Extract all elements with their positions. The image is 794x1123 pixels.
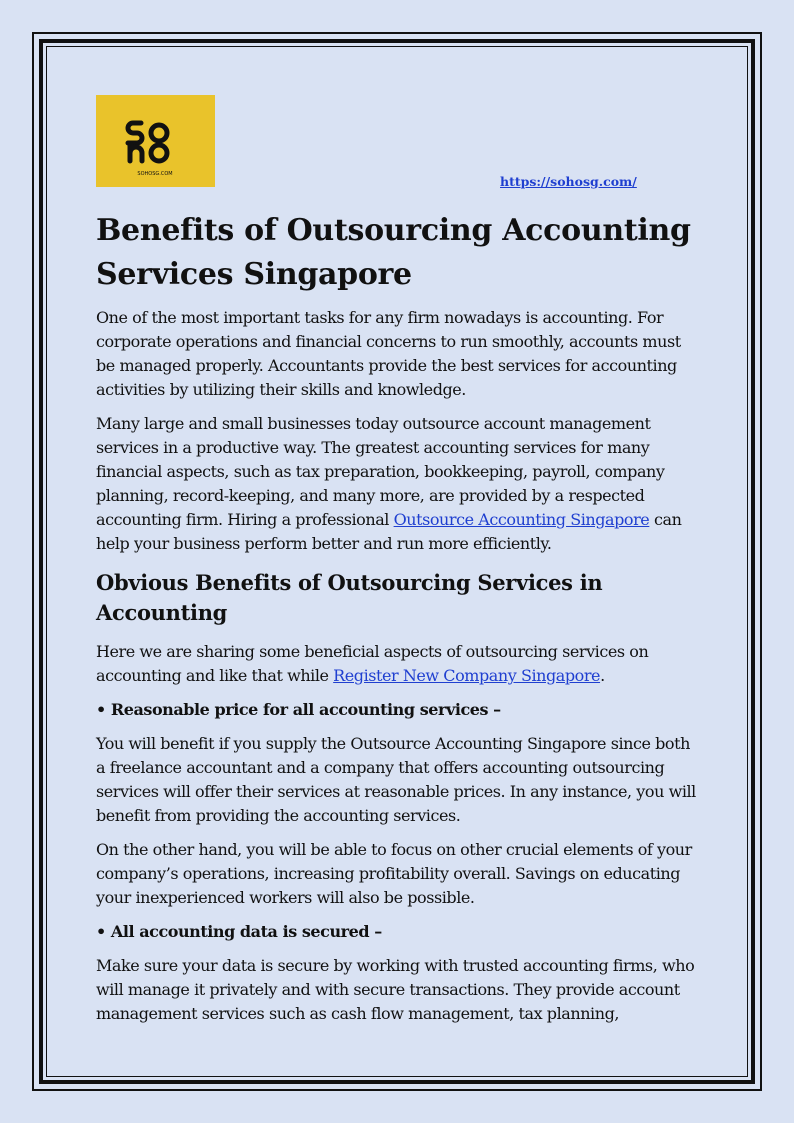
paragraph-2-text-end: can help your business perform better and run more efficiently. [96,510,682,553]
logo-caption: SOHOSG.COM [137,171,173,177]
paragraph-2-text: Many large and small businesses today outsource account management services in a productive way. The greatest accounting services for many financial aspects, such as tax preparation, bookkeeping, payroll, company planning, record-keeping, and many more, are provided by a respected accounting firm. Hiring a professional [96,414,665,529]
soho-logo [96,95,215,187]
register-company-link[interactable]: Register New Company Singapore [333,666,601,685]
section-heading: Obvious Benefits of Outsourcing Services in Accounting [96,570,603,625]
paragraph-3-text-end: . [600,666,605,685]
paragraph-2 [96,412,700,556]
paragraph-3-text: Here we are sharing some beneficial aspects of outsourcing services on accounting and like that while [96,642,649,685]
paragraph-3 [96,640,700,688]
paragraph-6: Make sure your data is secure by working with trusted accounting firms, who will manage it privately and with secure transactions. They provide account management services such as cash flow management, tax planning, [96,956,695,1023]
outsource-accounting-link[interactable]: Outsource Accounting Singapore [393,510,650,529]
bullet-heading-security: • All accounting data is secured – [96,922,382,941]
paragraph-1: One of the most important tasks for any firm nowadays is accounting. For corporate operations and financial concerns to run smoothly, accounts must be managed properly. Accountants provide the best services for accounting activities by utilizing their skills and knowledge. [96,308,681,399]
header-url-link[interactable]: https://sohosg.com/ [500,174,637,189]
page-title: Benefits of Outsourcing Accounting Services Singapore [96,213,691,292]
bullet-heading-price: • Reasonable price for all accounting services – [96,700,501,719]
paragraph-4: You will benefit if you supply the Outsource Accounting Singapore since both a freelance accountant and a company that offers accounting outsourcing services will offer their services at reasonable prices. In any instance, you will benefit from providing the accounting services. [96,734,696,825]
soho-logo-mark [96,95,215,187]
paragraph-5: On the other hand, you will be able to focus on other crucial elements of your company’s operations, increasing profitability overall. Savings on educating your inexperienced workers will also be possible. [96,840,692,907]
document-body [96,95,700,1036]
